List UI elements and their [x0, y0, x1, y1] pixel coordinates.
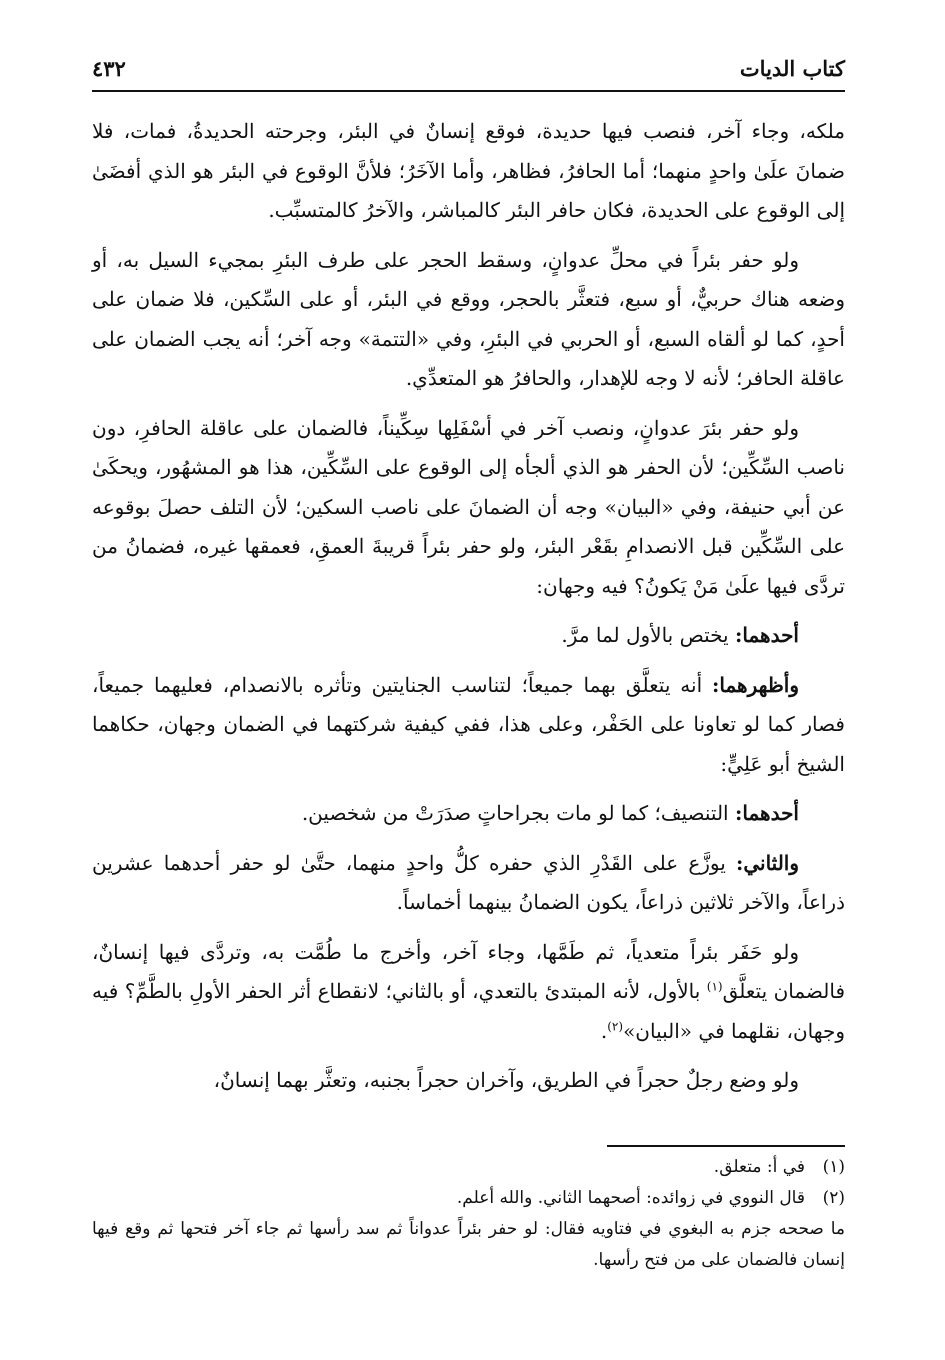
- footnote-ref-2[interactable]: (٢): [607, 1018, 624, 1033]
- paragraph-7: [92, 844, 845, 923]
- paragraph-3: [92, 409, 845, 607]
- paragraph-text: يختص بالأول لما مرَّ.: [561, 623, 729, 647]
- paragraph-text-cont: بالأول، لأنه المبتدئ بالتعدي، أو بالثاني؛ لانقطاع أثر الحفر الأولِ بالطَّمِّ؟ فيه وجهان، نقلهما في «البيان»: [92, 979, 845, 1043]
- footnote-2-continuation: ما صححه جزم به البغوي في فتاويه فقال: لو حفر بئراً عدواناً ثم سد رأسها ثم جاء آخر فتحها ثم وقع فيها إنسان فالضمان على من فتح رأسها.: [92, 1219, 845, 1270]
- footnote-number: (١): [822, 1157, 845, 1177]
- paragraph-1: [92, 112, 845, 231]
- paragraph-text: أنه يتعلَّق بهما جميعاً؛ لتناسب الجنايتين وتأثره بالانصدام، فعليهما جميعاً، فصار كما لو تعاونا على الحَفْر، وعلى هذا، ففي كيفية شركتهما في الضمان وجهان، حكاهما الشيخ أبو عَلِيٍّ:: [92, 672, 845, 776]
- paragraph-text: ولو حفر بئراً في محلِّ عدوانٍ، وسقط الحجر على طرف البئرِ بمجيء السيل به، أو وضعه هناك حربيٌّ، أو سبع، فتعثَّر بالحجر، ووقع في البئر، أو على السِّكين، فلا ضمان على أحدٍ، كما لو ألقاه السبع، أو الحربي في البئرِ، وفي «التتمة» وجه آخر؛ أنه يجب الضمان على عاقلة الحافر؛ لأنه لا وجه للإهدار، والحافرُ هو المتعدِّي.: [92, 247, 845, 390]
- paragraph-text: ولو وضع رجلٌ حجراً في الطريق، وآخران حجراً بجنبه، وتعثَّر بهما إنسانٌ،: [213, 1068, 799, 1092]
- running-title: كتاب الديات: [739, 56, 845, 81]
- paragraph-8: [92, 933, 845, 1052]
- paragraph-text: ولو حَفَر بئراً متعدياً، ثم طَمَّها، وجاء آخر، وأخرج ما طُمَّت به، وتردَّى فيها إنسانٌ، فالضمان يتعلَّق: [92, 939, 845, 1003]
- paragraph-text: يوزَّع على القَدْرِ الذي حفره كلُّ واحدٍ منهما، حتَّىٰ لو حفر أحدهما عشرين ذراعاً، والآخر ثلاثين ذراعاً، يكون الضمانُ بينهما أخماساً.: [92, 850, 845, 914]
- page-number: ٤٣٢: [92, 56, 126, 81]
- paragraph-9: [92, 1061, 845, 1101]
- footnote-2: [92, 1183, 845, 1214]
- footnote-divider: [607, 1145, 845, 1147]
- footnote-1: [92, 1152, 845, 1183]
- footnote-text: قال النووي في زوائده: أصحهما الثاني. والله أعلم.: [456, 1188, 805, 1208]
- paragraph-text-end: .: [600, 1018, 608, 1043]
- paragraph-text: ملكه، وجاء آخر، فنصب فيها حديدة، فوقع إنسانٌ في البئر، وجرحته الحديدةُ، فمات، فلا ضمانَ علَىٰ واحدٍ منهما؛ أما الحافرُ، فظاهر، وأما الآخَرُ؛ فلأنَّ الوقوع في البئر هو الذي أفضَىٰ إلى الوقوع على الحديدة، فكان حافر البئر كالمباشر، والآخرُ كالمتسبِّب.: [92, 119, 845, 222]
- paragraph-text: التنصيف؛ كما لو مات بجراحاتٍ صدَرَتْ من شخصين.: [301, 801, 729, 825]
- paragraph-lead: أحدهما:: [734, 623, 799, 647]
- footnote-ref-1[interactable]: (١): [706, 979, 723, 994]
- paragraph-2: [92, 241, 845, 399]
- footnotes: [92, 1152, 845, 1276]
- page-header: [92, 50, 845, 92]
- paragraph-lead: وأظهرهما:: [712, 672, 799, 697]
- paragraph-lead: والثاني:: [735, 850, 800, 875]
- footnote-number: (٢): [822, 1188, 845, 1208]
- paragraph-6: [92, 794, 845, 834]
- paragraph-lead: أحدهما:: [734, 801, 799, 825]
- main-text: [92, 112, 845, 1111]
- paragraph-5: [92, 666, 845, 785]
- footnote-text: في أ: متعلق.: [713, 1157, 805, 1177]
- paragraph-4: [92, 616, 845, 656]
- paragraph-text: ولو حفر بئرَ عدوانٍ، ونصب آخر في أسْفَلِها سِكِّيناً، فالضمان على عاقلة الحافرِ، دون ناصب السِّكِّين؛ لأن الحفر هو الذي ألجأه إلى الوقوع على السِّكِّين، هذا هو المشهُور، ويحكَىٰ عن أبي حنيفة، وفي «البيان» وجه أن الضمانَ على ناصب السكين؛ لأن التلف حصلَ بوقوعه على السِّكِّين قبل الانصدامِ بقَعْر البئر، ولو حفر بئراً قريبةَ العمقِ، فعمقها غيره، فضمانُ من تردَّى فيها علَىٰ مَنْ يَكونُ؟ فيه وجهان:: [92, 415, 845, 598]
